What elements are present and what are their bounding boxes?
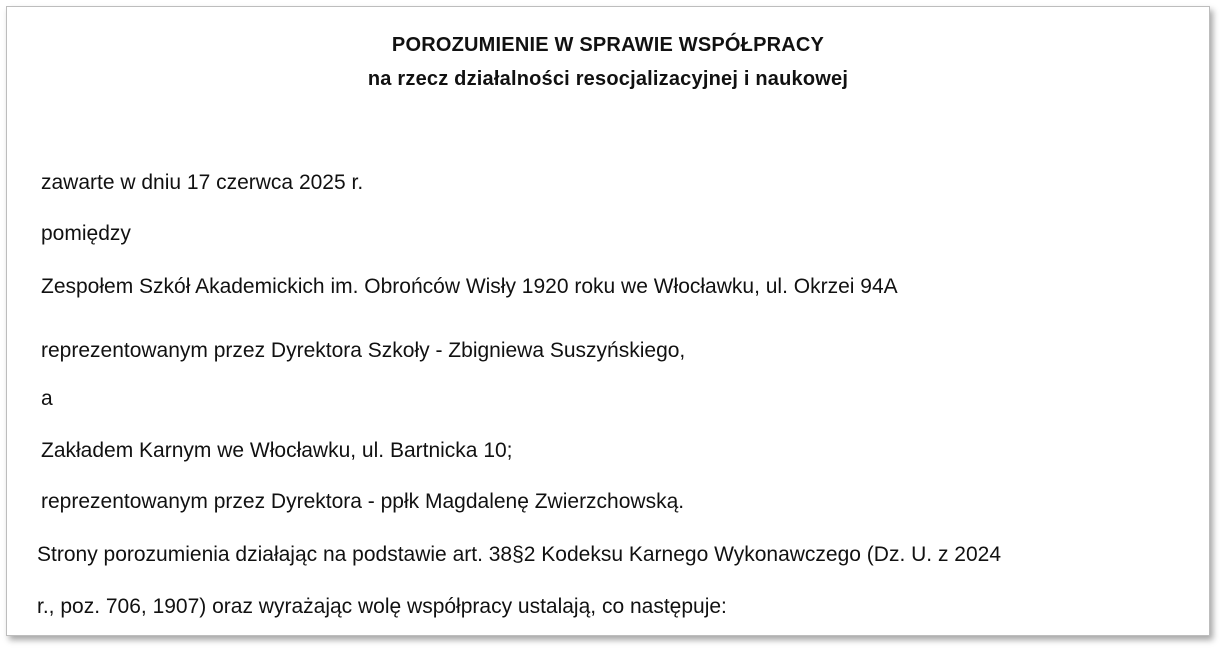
first-party-representative-line: reprezentowanym przez Dyrektora Szkoły - Zbigniewa Suszyńskiego, bbox=[41, 339, 686, 362]
legal-basis-continuation-line: r., poz. 706, 1907) oraz wyrażając wolę współpracy ustalają, co następuje: bbox=[37, 595, 727, 618]
document-title: POROZUMIENIE W SPRAWIE WSPÓŁPRACY bbox=[391, 34, 825, 56]
and-line: a bbox=[41, 387, 53, 410]
document-page bbox=[6, 6, 1210, 636]
legal-basis-line: Strony porozumienia działając na podstawie art. 38§2 Kodeksu Karnego Wykonawczego (Dz. U. z 2024 bbox=[37, 543, 1002, 566]
document-subtitle: na rzecz działalności resocjalizacyjnej i naukowej bbox=[367, 68, 849, 90]
between-line: pomiędzy bbox=[41, 222, 131, 245]
second-party-representative-line: reprezentowanym przez Dyrektora - ppłk Magdalenę Zwierzchowską. bbox=[41, 490, 685, 513]
second-party-line: Zakładem Karnym we Włocławku, ul. Bartnicka 10; bbox=[41, 439, 513, 462]
first-party-line: Zespołem Szkół Akademickich im. Obrońców Wisły 1920 roku we Włocławku, ul. Okrzei 94A bbox=[41, 275, 898, 298]
agreement-date-line: zawarte w dniu 17 czerwca 2025 r. bbox=[41, 171, 364, 194]
